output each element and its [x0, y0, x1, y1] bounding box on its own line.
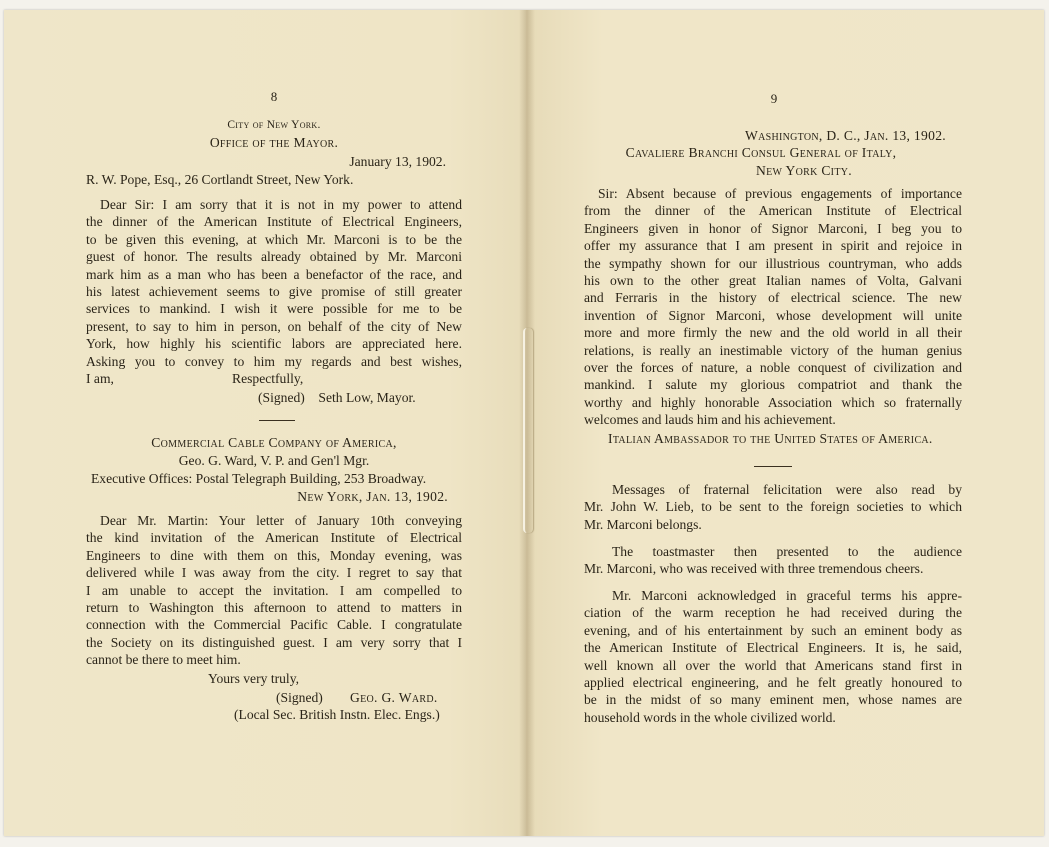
right-page: [526, 10, 1044, 836]
cable-letter-signed: (Signed): [276, 690, 323, 705]
italy-letter-addressee-2: New York City.: [756, 163, 852, 178]
body-line: The toastmaster then presented to the audience: [612, 544, 962, 559]
toastmaster-paragraph: [584, 543, 962, 578]
body-line: present, to say to him in person, on behalf of the city of New: [86, 318, 462, 334]
body-line: Mr. John W. Lieb, to be sent to the foreign societies to which: [584, 499, 962, 515]
body-line: guest of honor. The results already obtained by Mr. Marconi: [86, 249, 462, 265]
body-line: Dear Mr. Martin: Your letter of January 10th conveying: [100, 513, 462, 528]
body-line: relations, is really an inestimable victory of the human genius: [584, 342, 962, 358]
page-number-left: 8: [270, 89, 278, 104]
body-line: the dinner of the American Institute of Electrical Engineers,: [86, 214, 462, 230]
booklet-spread: [4, 10, 1044, 836]
body-line: worthy and highly honorable Association which so fraternally: [584, 394, 962, 410]
body-line: ciation of the warm reception he had received during the: [584, 605, 962, 621]
body-line: from the dinner of the American Institute of Electrical: [584, 203, 962, 219]
body-line: household words in the whole civilized world.: [584, 709, 836, 725]
italy-letter-place-date: Washington, D. C., Jan. 13, 1902.: [744, 128, 946, 143]
cable-letter-company: Commercial Cable Company of America,: [151, 435, 397, 450]
body-line: delivered while I was away from the city. I regret to say that: [86, 565, 462, 581]
body-line: Sir: Absent because of previous engagements of importance: [598, 186, 962, 201]
messages-paragraph: [584, 481, 962, 533]
body-line: well known all over the world that Americans stand first in: [584, 657, 962, 673]
body-line: connection with the Commercial Pacific Cable. I congratulate: [86, 617, 462, 633]
mayor-letter-place: City of New York.: [227, 119, 321, 131]
body-line: services to mankind. I wish it were possible for me to be: [86, 301, 462, 317]
body-line: invention of Signor Marconi, whose development will unite: [584, 307, 962, 323]
mayor-letter-closing-left: I am,: [86, 371, 114, 386]
cable-letter-officer: Geo. G. Ward, V. P. and Gen'l Mgr.: [178, 453, 370, 468]
body-line: I am unable to accept the invitation. I am compelled to: [86, 582, 462, 598]
body-line: mark him as a man who has been a benefactor of the race, and: [86, 266, 462, 282]
body-line: be in the midst of so many eminent men, whose names are: [584, 692, 962, 708]
italy-letter-addressee-1: Cavaliere Branchi Consul General of Italy,: [625, 145, 897, 160]
cable-letter-body: [86, 512, 462, 669]
section-divider: [259, 420, 295, 421]
cable-letter-signatory: Geo. G. Ward.: [350, 690, 438, 705]
mayor-letter-closing-right: Respectfully,: [232, 371, 304, 386]
cable-letter-affiliation: (Local Sec. British Instn. Elec. Engs.): [234, 707, 440, 722]
mayor-letter-signature: (Signed) Seth Low, Mayor.: [258, 390, 416, 405]
mayor-letter-addressee: R. W. Pope, Esq., 26 Cortlandt Street, New York.: [86, 172, 354, 187]
body-line: York, how highly his scientific labors are appreciated here.: [86, 336, 462, 352]
page-number-right: 9: [770, 91, 778, 106]
binding-thread: [523, 328, 533, 533]
body-line: Engineers given in honor of Signor Marconi, I beg you to: [584, 220, 962, 236]
body-line: to be given this evening, at which Mr. Marconi is to be the: [86, 231, 462, 247]
mayor-letter-body: [86, 196, 462, 370]
cable-letter-offices: Executive Offices: Postal Telegraph Building, 253 Broadway.: [91, 471, 427, 486]
cable-letter-closing: Yours very truly,: [208, 671, 300, 686]
body-line: his own to the other great Italian names of Volta, Galvani: [584, 272, 962, 288]
body-line: more and more firmly the new and the old world in all their: [584, 325, 962, 341]
body-line: evening, and of his entertainment by such an eminent body as: [584, 622, 962, 638]
body-line: the kind invitation of the American Institute of Electrical: [86, 530, 462, 546]
section-divider: [754, 466, 792, 467]
body-line: Mr. Marconi acknowledged in graceful terms his appre-: [612, 588, 962, 603]
italy-letter-body: [584, 185, 962, 428]
body-line: return to Washington this afternoon to attend to matters in: [86, 599, 462, 615]
body-line: his latest achievement seems to give promise of still greater: [86, 283, 462, 299]
cable-letter-date: New York, Jan. 13, 1902.: [297, 489, 448, 504]
mayor-letter-date: January 13, 1902.: [349, 154, 446, 169]
body-line: cannot be there to meet him.: [86, 652, 241, 668]
mayor-letter-office: Office of the Mayor.: [209, 135, 339, 150]
body-line: welcomes and lauds him and his achievement.: [584, 412, 836, 428]
body-line: the Society on its distinguished guest. I am very sorry that I: [86, 634, 462, 650]
body-line: applied electrical engineering, and he felt greatly honoured to: [584, 674, 962, 690]
body-line: Dear Sir: I am sorry that it is not in my power to attend: [100, 197, 462, 212]
body-line: Mr. Marconi, who was received with three tremendous cheers.: [584, 561, 924, 577]
body-line: the sympathy shown for our illustrious countryman, who adds: [584, 255, 962, 271]
body-line: and Ferraris in the history of electrical science. The new: [584, 290, 962, 306]
body-line: Messages of fraternal felicitation were also read by: [612, 482, 962, 497]
body-line: mankind. I salute my glorious compatriot and thank the: [584, 377, 962, 393]
body-line: Engineers to dine with them on this, Monday evening, was: [86, 547, 462, 563]
body-line: offer my assurance that I am present in spirit and rejoice in: [584, 238, 962, 254]
left-page: [4, 10, 526, 836]
acknowledgement-paragraph: [584, 587, 962, 726]
body-line: Mr. Marconi belongs.: [584, 516, 702, 532]
body-line: the American Institute of Electrical Engineers. It is, he said,: [584, 640, 962, 656]
body-line: over the forces of nature, a noble conquest of civilization and: [584, 359, 962, 375]
body-line: Asking you to convey to him my regards and best wishes,: [86, 353, 462, 369]
italy-letter-signatory: Italian Ambassador to the United States of America.: [608, 431, 933, 446]
